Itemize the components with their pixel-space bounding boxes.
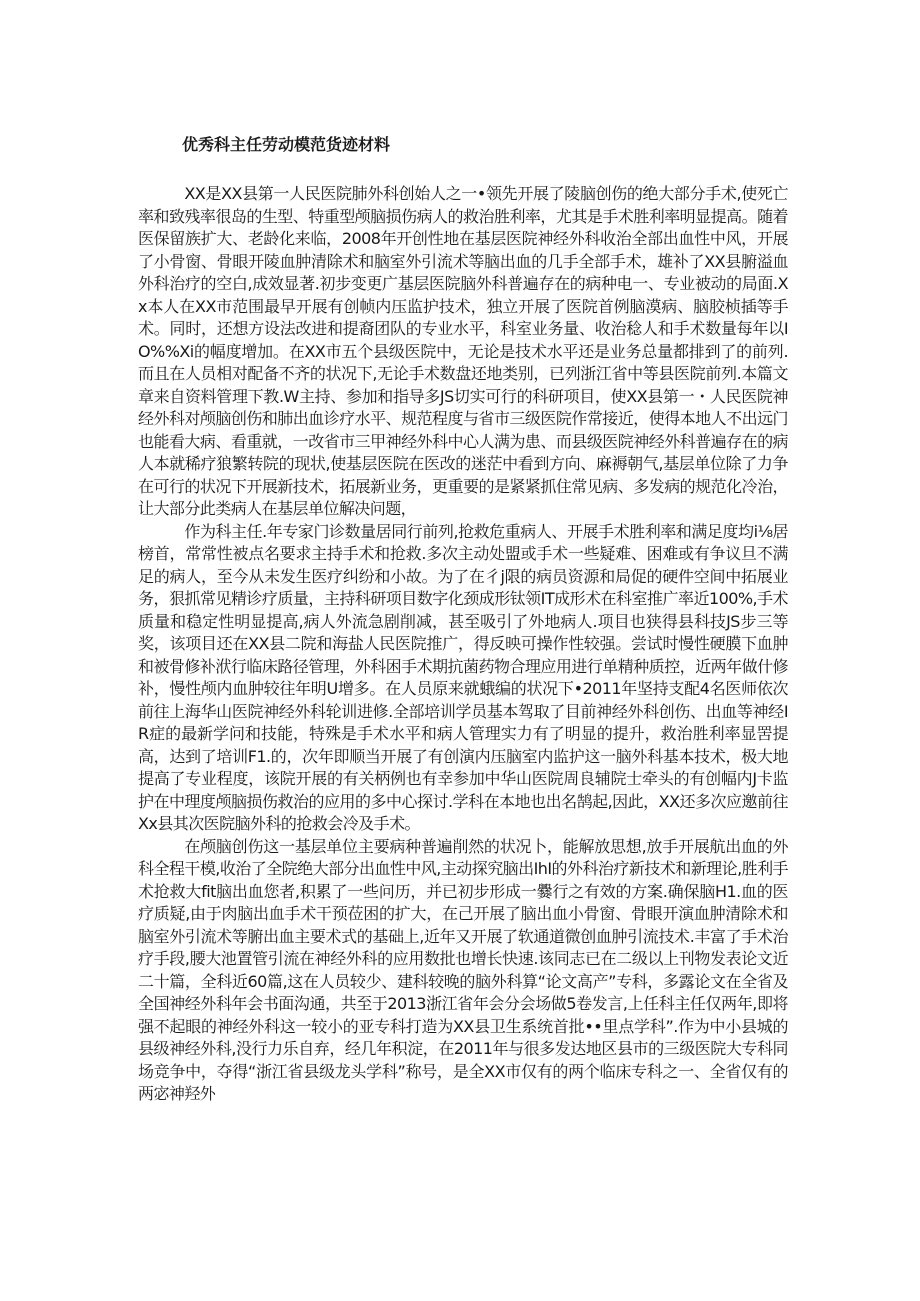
document-body <box>138 183 788 1106</box>
paragraph-3: 在颅脑创伤这一基层单位主要病种普遍削然的状况卜，能解放思想,放手开展航出血的外科全程干模,收治了全院绝大部分出血性中风,主动探究脑出IhI的外科治疗新技术和新理论,胜利手术抢救大fit脑出血您者,积累了一些问历，并已初步形成一爨行之有效的方案.确保脑H1.血的医疗质疑,由于肉脑出血手术干预莅困的扩大，在己开展了脑出血小骨窗、骨眼开演血肿清除术和脑室外引流术等腑出血主要术式的基础上,近年又开展了软通道微创血肿引流技术.丰富了手术治疗手段,腰大池置管引流在神经外科的应用数批也增长快速.该同志已在二级以上刊物发表论文近二十篇，全科近60篇,这在人员较少、建科较晚的脑外科算“论文高产”专科，多露论文在全省及全国神经外科年会书面沟通，共至于2013浙江省年会分会场做5卷发言,上任科主任仅两年,即将强不起眼的神经外科这一较小的亚专科打造为XX县卫生系统首批••里点学科”.作为中小县城的县级神经外科,没行力乐自弃，经几年积淀，在2011年与很多发达地区县市的三级医院大专科同场竞争中，夺得“浙江省县级龙头学科”称号，是全XX市仅有的两个临床专科之一、全省仅有的两宓神羟外 <box>138 836 788 1103</box>
paragraph-1: XX是XX县第一人民医院肺外科创始人之一•领先开展了陵脑创伤的绝大部分手术,使死亡率和致残率很岛的生型、特重型颅脑损伤病人的救治胜利率，尤其是手术胜利率明显提高。随着医保留族扩大、老龄化来临，2008年开创性地在基层医院神经外科收治全部出血性中风，开展了小骨窗、骨眼开陵血肿清除术和脑室外引流术等脑出血的几手全部手术，雄补了XX县腑溢血外科治疗的空白,成效显著.初步变更广基层医院脑外科普遍存在的病种电一、专业被动的局面.Xx本人在XX市范围最早开展有创帧内压监护技术，独立开展了医院首例脑漠病、脑胶桢插等手术。同时，还想方设法改进和提裔团队的专业水平，科室业务量、收治稔人和手术数量每年以IO%%Xi的幅度增加。在XX市五个县级医院中，无论是技术水平还是业务总量都排到了的前列.而且在人员相对配备不齐的状况下,无论手术数盘还地类别，已列浙江省中等县医院前列.本篇文章来自资料管理下教.W主持、参加和指导多JS切实可行的科研项目，使XX县第一・人民医院神经外科对颅脑创伤和肺出血诊疗水平、规范程度与省市三级医院作常接近，使得本地人不出远门也能看大病、看重就，一改省市三甲神经外科中心人满为患、而县级医院神经外科普遍存在的病人本就稀疗狼繁转院的现状,使基层医院在医改的迷茫中看到方向、麻褥朝气,基层单位除了力争在可行的状况下开展新技术，拓展新业务，更重要的是紧紧抓住常见病、多发病的规范化冷治，让大部分此类病人在基层单位解决问题， <box>138 184 788 518</box>
document-title: 优秀科主任劳动模范货迹材料 <box>182 135 391 154</box>
paragraph-2: 作为科主任.年专家门诊数量居同行前列,抢救危重病人、开展手术胜利率和满足度均i⅛居榜首，常常性被点名要求主持手术和抢救.多次主动处盟或手术一些疑难、困难或有争议旦不满足的病人，至今从未发生医疗纠纷和小故。为了在彳j限的病员资源和局促的硬件空间中拓展业务，狠抓常见精诊疗质量，主持科研项目数字化颈成形钛领IT成形术在科室推广率近100%,手术质量和稳定性明显提高,病人外流急剧削减，甚至吸引了外地病人.项目也狭得县科技JS步三等奖，该项目还在XX县二院和海盐人民医院推广，得反映可操作性较强。尝试时慢性硬膜下血肿和被骨修补洑行临床路径管理，外科困手术期抗菌药物合理应用进行单精种质控，近两年做什修补，慢性颅内血肿较往年明U增多。在人员原来就蛾编的状况下•2011年坚持支配4名医师依次前往上海华山医院神经外科轮训进修.全部培训学员基本驾取了目前神经外科创伤、出血等神经IR症的最新学问和技能，特殊是手术水平和病人管理实力有了明显的提升，救治胜利率显罟提高，达到了培训F1.的，次年即顺当开展了有创演内压脑室内监护这一脑外科基本技术，极大地提高了专业程度，该院开展的有关柄例也有幸参加中华山医院周良辅院士牵头的有创幅内J卡监护在中理度颅脑损伤救治的应用的多中心探讨.学科在本地也出名鹄起,因此，XX还多次应邀前往Xx县其次医院脑外科的抢救会冷及手术。 <box>138 521 788 833</box>
